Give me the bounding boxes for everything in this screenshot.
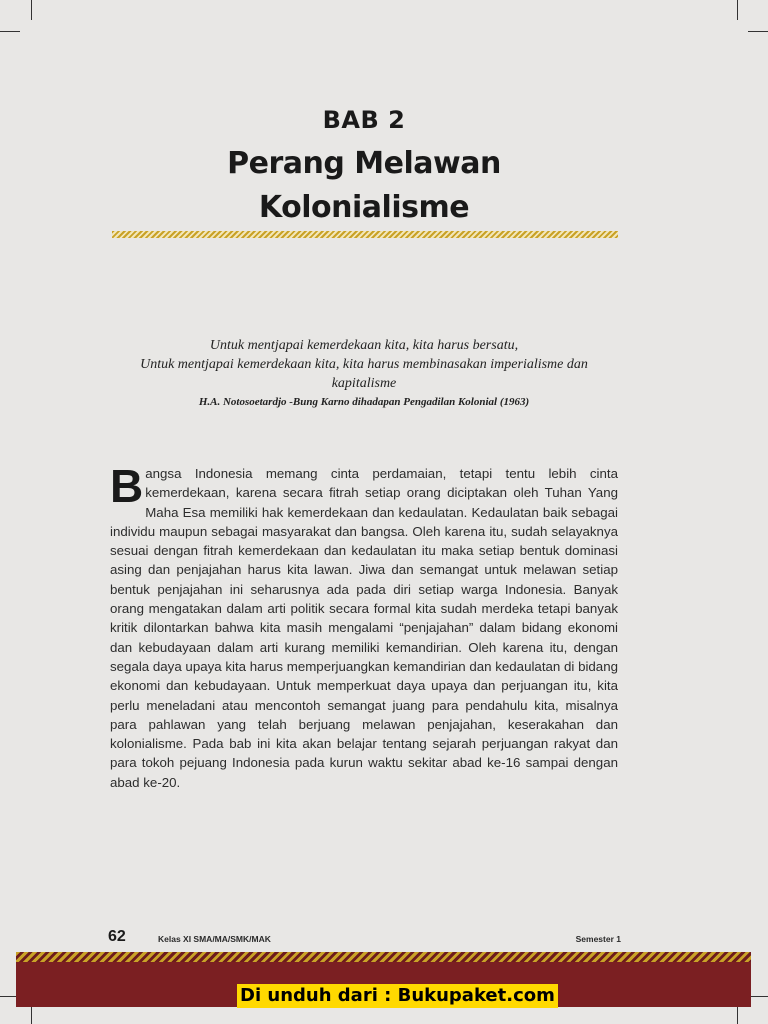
crop-mark-bottom-left-v [31,1004,32,1024]
epigraph-source: H.A. Notosoetardjo -Bung Karno dihadapan Pengadilan Kolonial (1963) [198,396,530,408]
crop-mark-top-right-v [737,0,738,20]
epigraph-line1: Untuk mentjapai kemerdekaan kita, kita harus bersatu, [209,338,519,353]
footer-class-label: Kelas XI SMA/MA/SMK/MAK [158,934,271,944]
epigraph-line2: Untuk mentjapai kemerdekaan kita, kita harus membinasakan imperialisme dan [140,357,588,372]
chapter-title-line1: Perang Melawan [227,146,501,181]
body-paragraph-text: angsa Indonesia memang cinta perdamaian, tetapi tentu lebih cinta kemerdekaan, karena secara fitrah setiap orang diciptakan oleh Tuhan Yang Maha Esa memiliki hak kemerdekaan dan kedaulatan. Kedaulatan baik sebagai individu maupun sebagai masyarakat dan bangsa. Oleh karena itu, sudah selayaknya sesuai dengan fitrah kemerdekaan dan kedaulatan itu maka setiap bentuk dominasi asing dan penjajahan harus kita lawan. Jiwa dan semangat untuk melawan setiap bentuk penjajahan ini seharusnya ada pada diri setiap warga Indonesia. Banyak orang mengatakan dalam arti politik secara formal kita sudah merdeka tetapi banyak kritik dilontarkan bahwa kita masih mengalami “penjajahan” dalam bidang ekonomi dan kebudayaan dalam arti kurang memiliki kemandirian. Oleh karena itu, dengan segala daya upaya kita harus memperjuangkan kemandirian dan kedaulatan di bidang ekonomi dan kebudayaan. Untuk memperkuat daya upaya dan perjuangan itu, kita perlu meneladani atau mencontoh semangat juang para pendahulu kita, misalnya para pahlawan yang telah berjuang melawan penjajahan, keserakahan dan kolonialisme. Pada bab ini kita akan belajar tentang sejarah perjuangan rakyat dan para tokoh pejuang Indonesia pada kurun waktu sekitar abad ke-16 sampai dengan abad ke-20. [110,466,618,790]
crop-mark-top-left-v [31,0,32,20]
crop-mark-top-left-h [0,31,20,32]
crop-mark-bottom-right-v [737,1004,738,1024]
dropcap-letter: B [110,460,144,512]
page-number: 62 [108,928,126,945]
chapter-label: BAB 2 [322,106,406,134]
footer-semester-label: Semester 1 [575,934,621,944]
crop-mark-top-right-h [748,31,768,32]
chapter-title-line2: Kolonialisme [258,190,470,225]
footer-band-stripe [16,952,751,962]
epigraph-line3: kapitalisme [331,376,397,391]
download-source-banner: Di unduh dari : Bukupaket.com [237,984,558,1008]
title-divider [112,231,618,238]
epigraph [110,336,618,393]
body-paragraph [110,460,618,792]
crop-mark-bottom-right-h [748,996,768,997]
chapter-title [0,142,728,230]
